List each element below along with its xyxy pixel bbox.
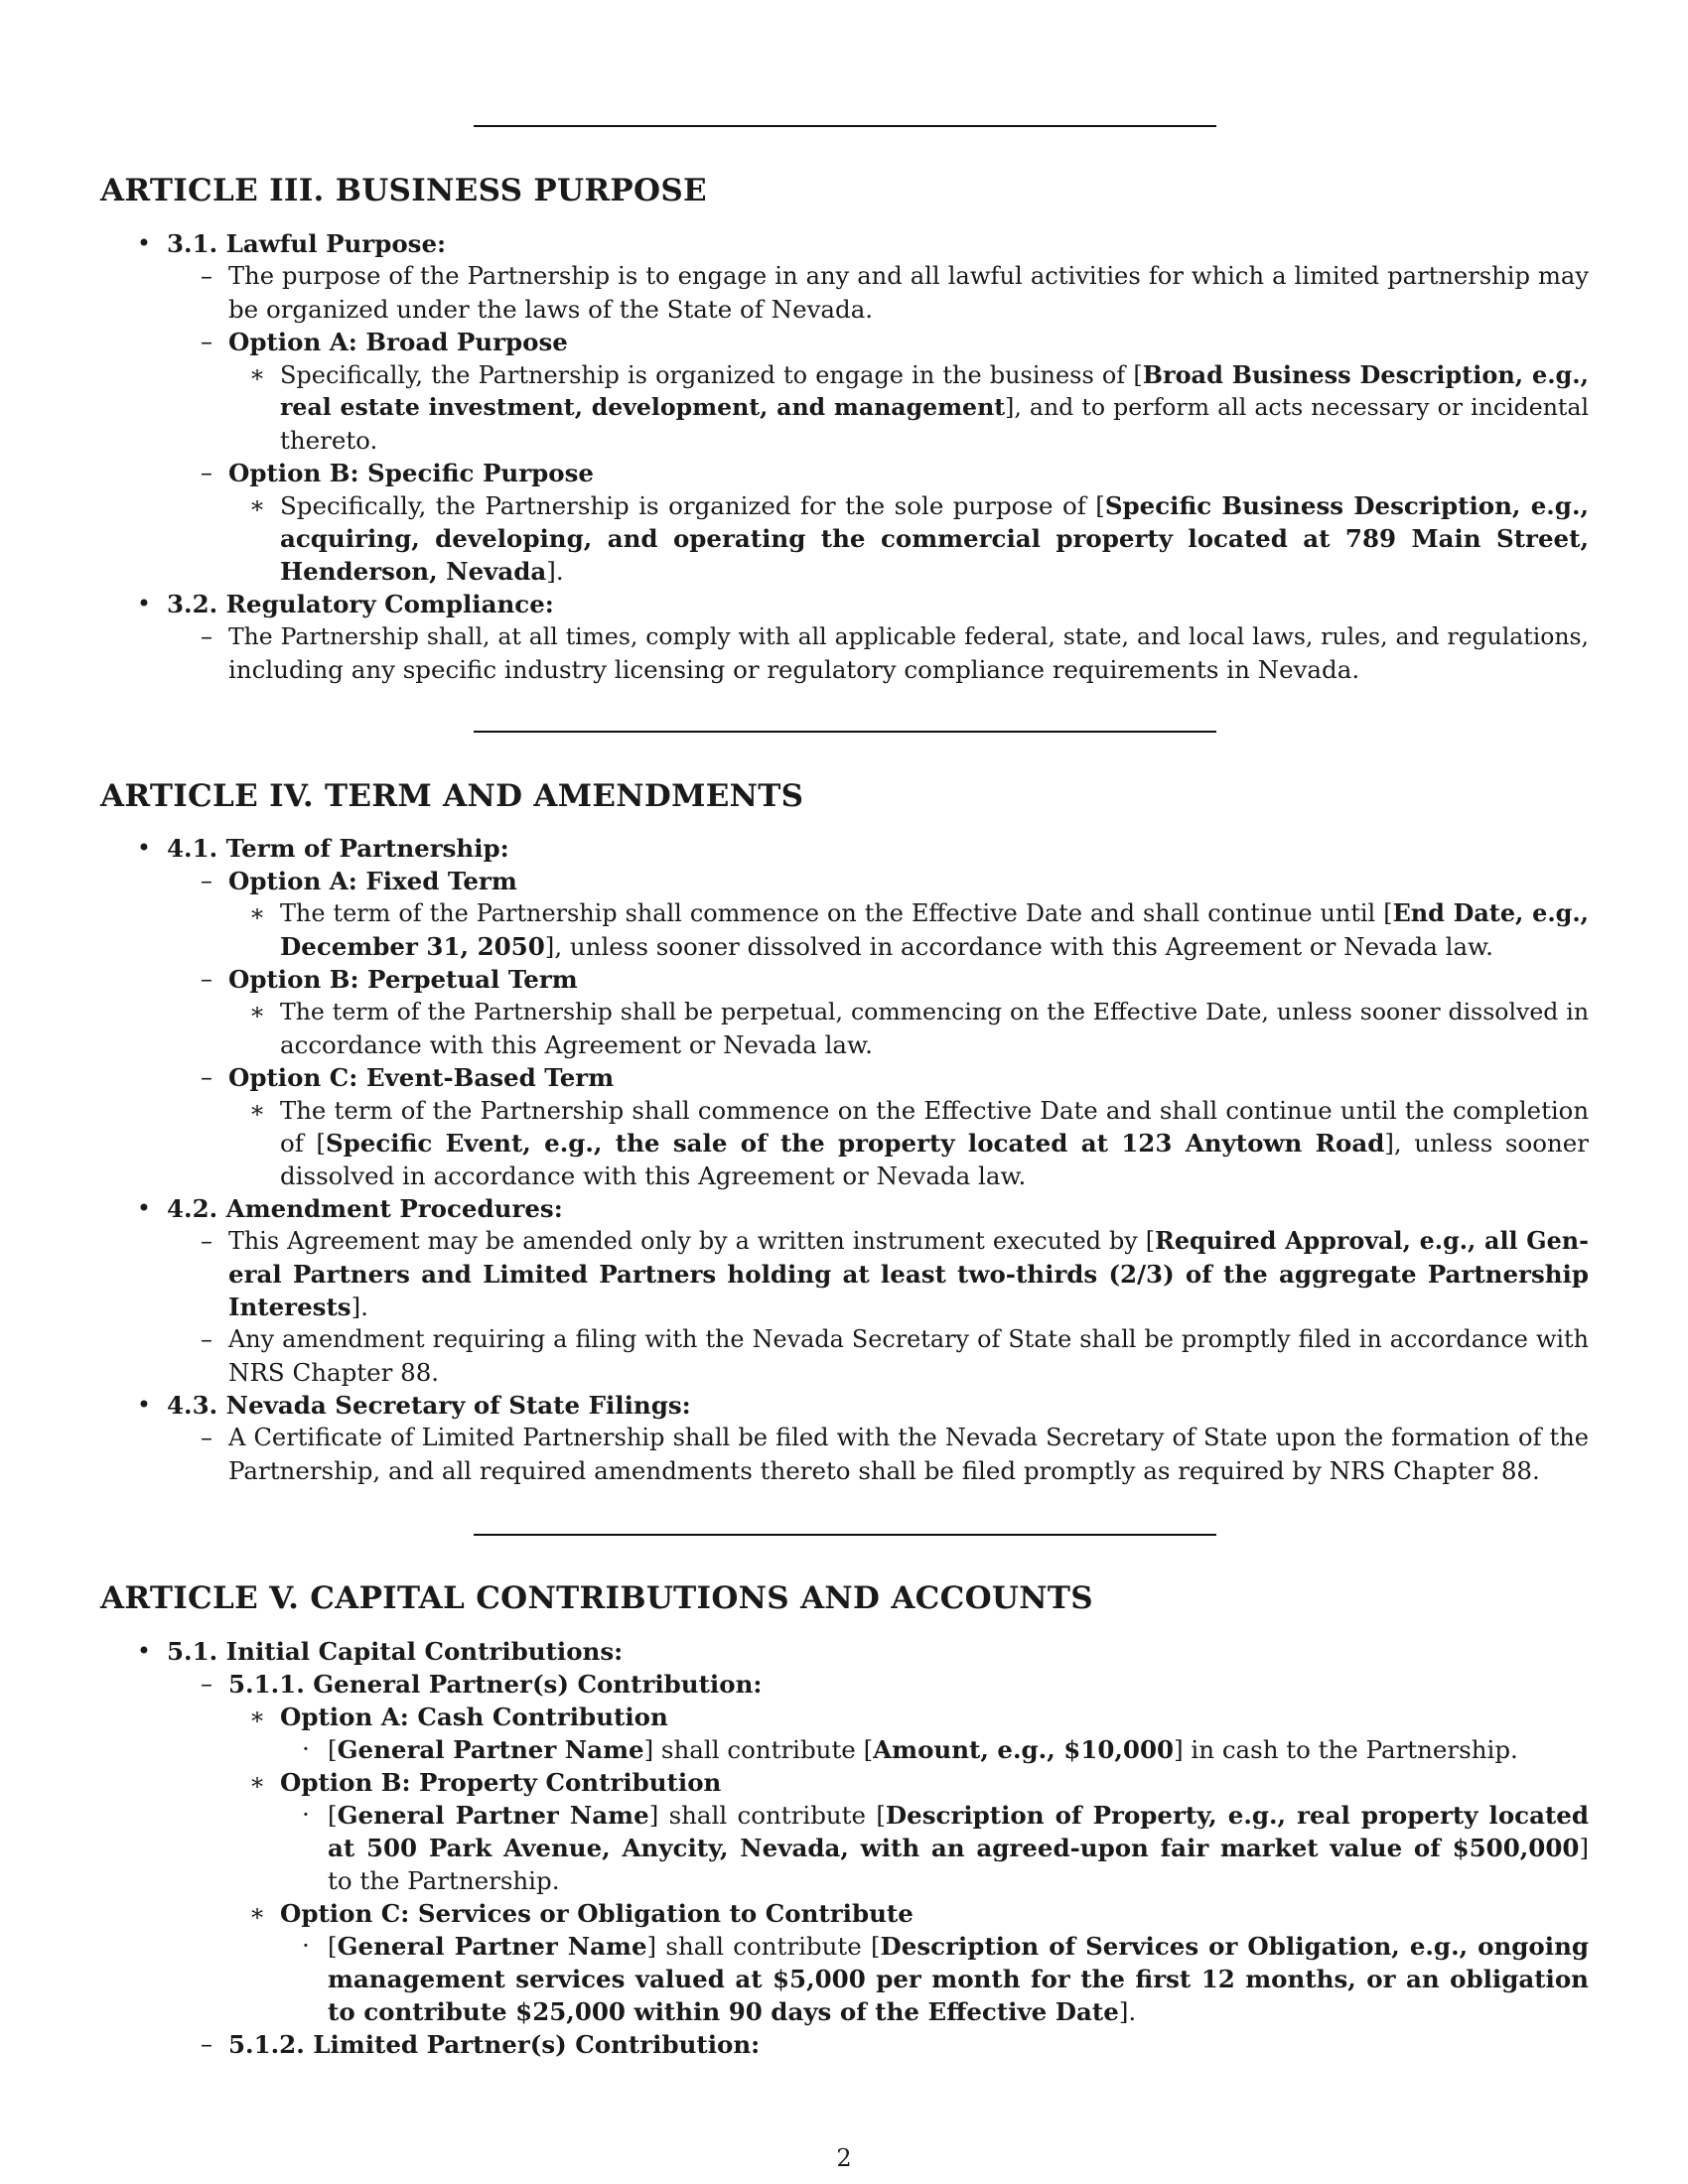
section-4-2-filing-text-cont: NRS Chapter 88.: [228, 1358, 440, 1387]
section-4-1-label: 4.1. Term of Partnership:: [167, 834, 509, 863]
article-5-option-c-text-cont: management services valued at $5,000 per month for the first 12 months, or an obligation: [328, 1965, 1589, 1993]
section-divider: [474, 125, 1216, 127]
article-5-option-c-text-end: to contribute $25,000 within 90 days of the Effective Date].: [328, 1997, 1137, 2026]
article-3-option-b-text: Specifically, the Partnership is organized for the sole purpose of [Specific Business Description, e.g.,: [280, 491, 1589, 520]
section-4-3-label: 4.3. Nevada Secretary of State Filings:: [167, 1391, 691, 1420]
article-3-heading: ARTICLE III. BUSINESS PURPOSE: [100, 173, 707, 208]
section-divider: [474, 731, 1216, 733]
star-marker: ∗: [248, 899, 266, 927]
article-4-option-a-text: The term of the Partnership shall commence on the Effective Date and shall continue until [End Date, e.g.,: [280, 899, 1589, 927]
bullet-marker: •: [136, 229, 152, 257]
dash-marker: –: [201, 867, 212, 894]
section-4-2-label: 4.2. Amendment Procedures:: [167, 1194, 563, 1223]
article-3-option-a-text-end: thereto.: [280, 426, 378, 455]
section-4-3-text: A Certificate of Limited Partnership shall be filed with the Nevada Secretary of State upon the formation of the: [228, 1424, 1589, 1451]
article-5-option-c-label: Option C: Services or Obligation to Contribute: [280, 1899, 914, 1928]
dot-marker: ·: [302, 1735, 310, 1763]
article-4-option-b-label: Option B: Perpetual Term: [228, 965, 578, 994]
dash-marker: –: [201, 2030, 212, 2058]
section-divider: [474, 1534, 1216, 1536]
dash-marker: –: [201, 328, 212, 355]
article-5-option-b-text-cont: at 500 Park Avenue, Anycity, Nevada, with an agreed-upon fair market value of $500,000]: [328, 1834, 1589, 1862]
section-5-1-1-label: 5.1.1. General Partner(s) Contribution:: [228, 1670, 763, 1699]
article-4-heading: ARTICLE IV. TERM AND AMENDMENTS: [100, 778, 804, 814]
dot-marker: ·: [302, 1932, 310, 1960]
bullet-marker: •: [136, 1391, 152, 1419]
dash-marker: –: [201, 459, 212, 486]
article-5-option-a-text: [General Partner Name] shall contribute [Amount, e.g., $10,000] in cash to the Partnership.: [328, 1735, 1518, 1764]
article-5-option-b-text: [General Partner Name] shall contribute [Description of Property, e.g., real property located: [328, 1801, 1589, 1830]
article-3-option-b-text-end: Henderson, Nevada].: [280, 557, 564, 586]
bullet-marker: •: [136, 1637, 152, 1665]
star-marker: ∗: [248, 1096, 266, 1124]
dash-marker: –: [201, 965, 212, 993]
article-4-option-c-label: Option C: Event-Based Term: [228, 1063, 615, 1092]
article-5-heading: ARTICLE V. CAPITAL CONTRIBUTIONS AND ACCOUNTS: [100, 1580, 1093, 1616]
section-3-1-text: The purpose of the Partnership is to engage in any and all lawful activities for which a limited partnership may: [228, 262, 1589, 290]
section-3-2-label: 3.2. Regulatory Compliance:: [167, 590, 554, 618]
section-4-3-text-cont: Partnership, and all required amendments thereto shall be filed promptly as required by NRS Chapter 88.: [228, 1456, 1540, 1485]
bullet-marker: •: [136, 590, 152, 617]
article-3-option-a-label: Option A: Broad Purpose: [228, 328, 568, 356]
section-4-2-text-end: Interests].: [228, 1293, 368, 1321]
article-3-option-b-label: Option B: Specific Purpose: [228, 459, 594, 487]
star-marker: ∗: [248, 491, 266, 519]
article-3-option-a-text-cont: real estate investment, development, and management], and to perform all acts necessary or incidental: [280, 393, 1589, 421]
bullet-marker: •: [136, 1194, 152, 1222]
section-3-2-text: The Partnership shall, at all times, comply with all applicable federal, state, and local laws, rules, and regulations,: [228, 622, 1589, 650]
section-3-2-text-cont: including any specific industry licensing or regulatory compliance requirements in Nevada.: [228, 655, 1360, 684]
dash-marker: –: [201, 622, 212, 650]
dash-marker: –: [201, 1063, 212, 1091]
article-3-option-b-text-cont: acquiring, developing, and operating the commercial property located at 789 Main Street,: [280, 524, 1589, 553]
article-4-option-a-text-cont: December 31, 2050], unless sooner dissolved in accordance with this Agreement or Nevada law.: [280, 932, 1493, 961]
star-marker: ∗: [248, 360, 266, 388]
article-4-option-c-text-cont: of [Specific Event, e.g., the sale of the property located at 123 Anytown Road], unless sooner: [280, 1129, 1589, 1158]
article-3-option-a-text: Specifically, the Partnership is organized to engage in the business of [Broad Business Description, e.g.,: [280, 360, 1589, 389]
section-3-1-label: 3.1. Lawful Purpose:: [167, 229, 447, 258]
section-3-1-text-cont: be organized under the laws of the State of Nevada.: [228, 295, 874, 324]
article-4-option-a-label: Option A: Fixed Term: [228, 867, 517, 895]
section-5-1-2-label: 5.1.2. Limited Partner(s) Contribution:: [228, 2030, 761, 2059]
article-4-option-c-text-end: dissolved in accordance with this Agreement or Nevada law.: [280, 1161, 1027, 1190]
article-5-option-b-label: Option B: Property Contribution: [280, 1768, 722, 1797]
star-marker: ∗: [248, 1768, 266, 1796]
article-5-option-b-text-end: to the Partnership.: [328, 1866, 560, 1895]
star-marker: ∗: [248, 998, 266, 1025]
article-5-option-a-label: Option A: Cash Contribution: [280, 1703, 668, 1731]
dash-marker: –: [201, 1670, 212, 1698]
section-5-1-label: 5.1. Initial Capital Contributions:: [167, 1637, 624, 1666]
dot-marker: ·: [302, 1801, 310, 1829]
dash-marker: –: [201, 1227, 212, 1255]
star-marker: ∗: [248, 1899, 266, 1927]
article-4-option-b-text: The term of the Partnership shall be perpetual, commencing on the Effective Date, unless sooner dissolved in: [280, 998, 1589, 1025]
dash-marker: –: [201, 262, 212, 290]
article-5-option-c-text: [General Partner Name] shall contribute [Description of Services or Obligation, e.g., ongoing: [328, 1932, 1590, 1961]
star-marker: ∗: [248, 1703, 266, 1730]
article-4-option-c-text: The term of the Partnership shall commence on the Effective Date and shall continue until the completion: [280, 1096, 1589, 1125]
dash-marker: –: [201, 1424, 212, 1451]
dash-marker: –: [201, 1325, 212, 1353]
article-4-option-b-text-cont: accordance with this Agreement or Nevada law.: [280, 1030, 873, 1059]
page-number: 2: [836, 2144, 852, 2172]
section-4-2-text-cont: eral Partners and Limited Partners holding at least two-thirds (2/3) of the aggregate Partnership: [228, 1260, 1589, 1289]
section-4-2-text: This Agreement may be amended only by a written instrument executed by [Required Approval, e.g., all Gen-: [228, 1227, 1589, 1255]
section-4-2-filing-text: Any amendment requiring a filing with the Nevada Secretary of State shall be promptly filed in accordance with: [228, 1325, 1589, 1353]
bullet-marker: •: [136, 834, 152, 862]
